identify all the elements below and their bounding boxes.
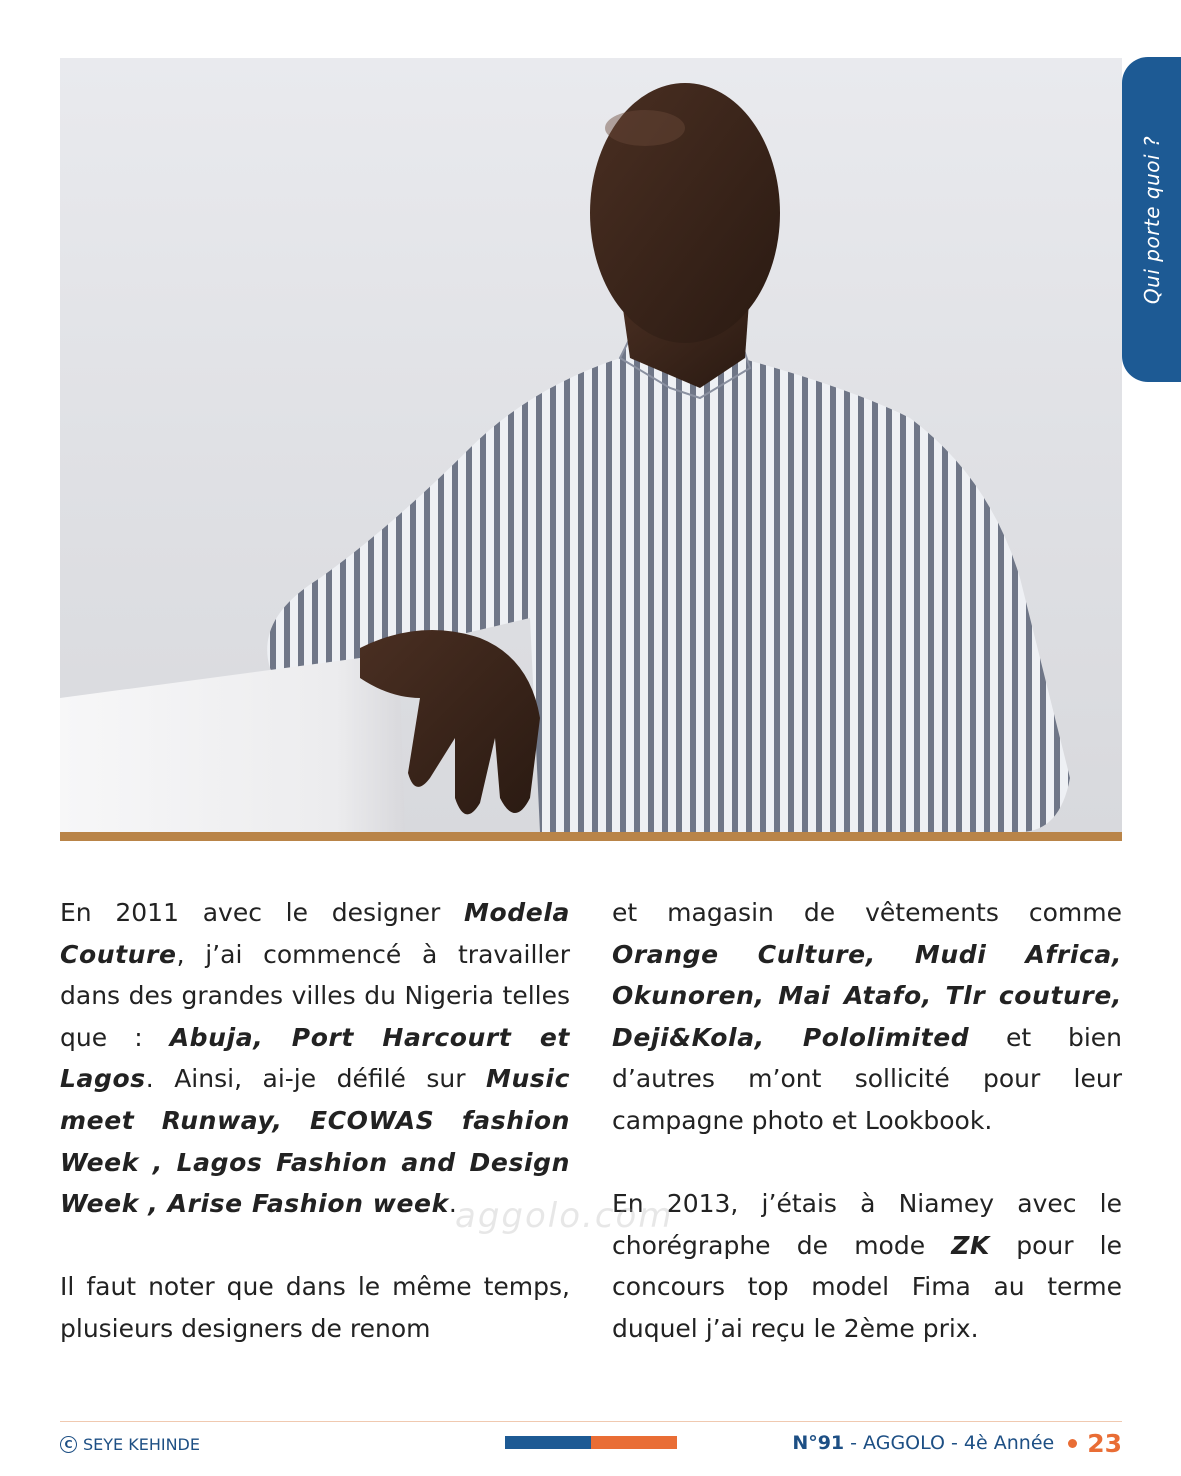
footer-bar-blue: [505, 1436, 591, 1449]
footer-divider: [60, 1421, 1122, 1422]
article-column-right: [612, 892, 1122, 1350]
emphasis-text: Music meet Runway, ECOWAS fashion Week , Lagos Fashion and Design Week , Arise Fashion week: [60, 1064, 570, 1219]
body-text: En 2013, j’étais à Niamey avec le chorégraphe de mode: [612, 1189, 1122, 1260]
body-text: pour le concours top model Fima au terme duquel j’ai reçu le 2ème prix.: [612, 1230, 1123, 1343]
article-column-left: [60, 892, 570, 1350]
body-text: En 2011 avec le designer: [60, 898, 465, 927]
section-tab-label: Qui porte quoi ?: [1139, 135, 1164, 304]
emphasis-text: Orange Culture, Mudi Africa, Okunoren, Mai Atafo, Tlr couture, Deji&Kola, Pololimited: [612, 939, 1122, 1052]
issue-text: - AGGOLO - 4è Année: [850, 1432, 1055, 1454]
copyright-icon: C: [60, 1436, 77, 1453]
body-text: et bien d’autres m’ont sollicité pour leur campagne photo et Lookbook.: [612, 1022, 1122, 1135]
body-text: et magasin de vêtements comme: [612, 898, 1122, 927]
body-text: Il faut noter que dans le même temps, plusieurs designers de renom: [60, 1272, 570, 1343]
footer-bar-orange: [591, 1436, 677, 1449]
body-text: . Ainsi, ai-je défilé sur: [145, 1064, 487, 1094]
bullet-dot-icon: [1068, 1439, 1077, 1448]
footer-issue: [792, 1428, 1122, 1458]
emphasis-text: Abuja, Port Harcourt et Lagos: [60, 1022, 570, 1094]
emphasis-text: Modela Couture: [60, 898, 570, 969]
article-paragraph: [60, 1266, 570, 1349]
article-paragraph: [612, 892, 1122, 1142]
cover-photo: [60, 58, 1122, 832]
photo-divider: [60, 832, 1122, 841]
page-number: 23: [1087, 1428, 1122, 1458]
issue-number: N°91: [792, 1432, 845, 1454]
article-paragraph: [60, 892, 570, 1225]
author-name: SEYE KEHINDE: [83, 1434, 200, 1454]
model-illustration: [60, 58, 1122, 832]
footer-author: [60, 1433, 200, 1455]
article-paragraph: [612, 1183, 1122, 1349]
emphasis-text: ZK: [951, 1230, 990, 1260]
section-tab: [1122, 57, 1181, 382]
body-text: .: [448, 1189, 457, 1219]
body-text: , j’ai commencé à travailler dans des grandes villes du Nigeria telles que :: [60, 939, 570, 1052]
watermark: aggolo.com: [455, 1196, 674, 1236]
